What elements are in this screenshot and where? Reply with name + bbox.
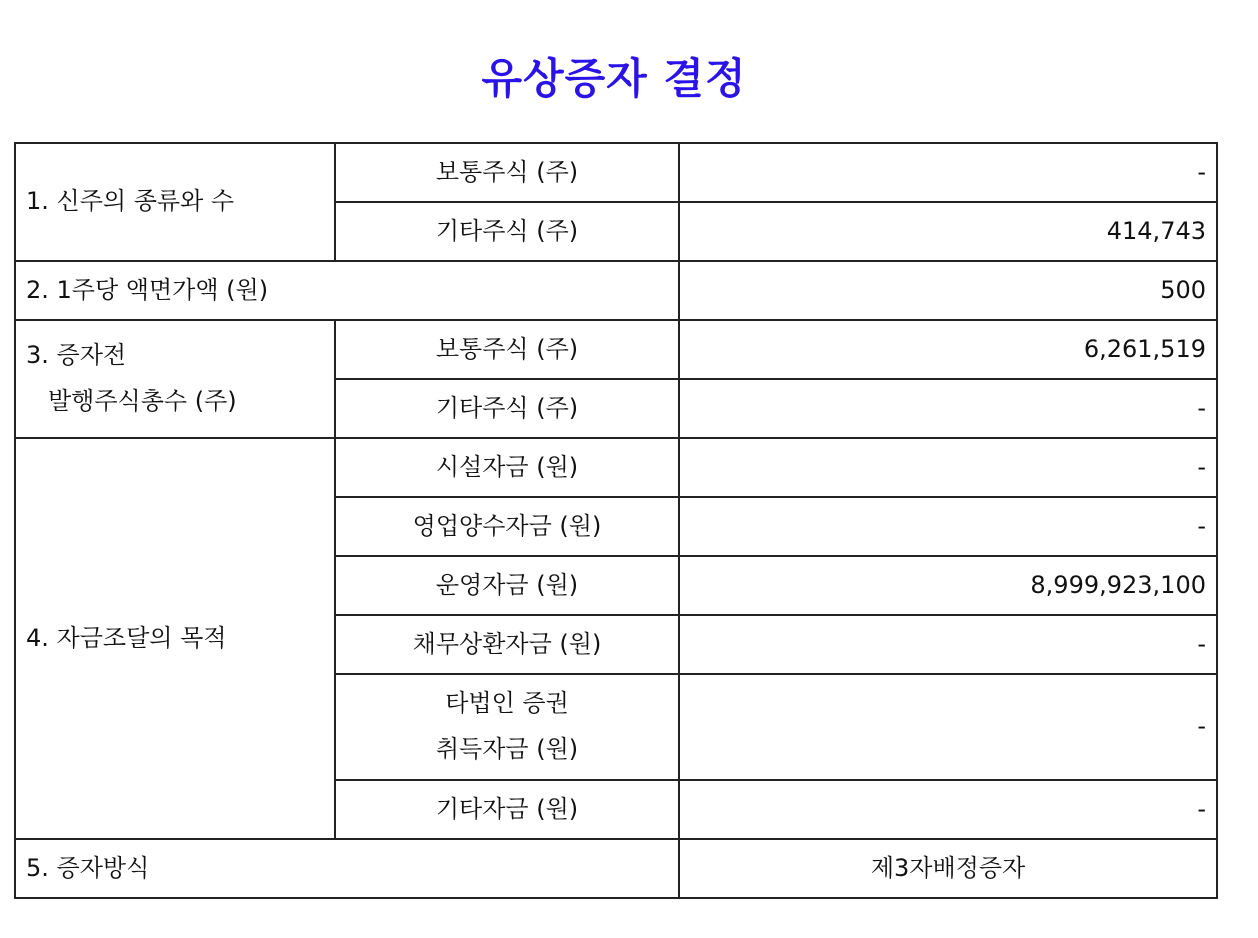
pre-issue-other-value: - bbox=[679, 379, 1217, 438]
securities-fund-label-line2: 취득자금 (원) bbox=[435, 735, 579, 763]
securities-fund-label-line1: 타법인 증권 bbox=[445, 689, 569, 718]
par-value-value: 500 bbox=[679, 261, 1217, 320]
par-value-label: 2. 1주당 액면가액 (원) bbox=[15, 261, 679, 320]
rights-offering-table bbox=[14, 142, 1218, 899]
purpose-label: 4. 자금조달의 목적 bbox=[15, 438, 335, 839]
table-row bbox=[15, 143, 1217, 202]
other-fund-value: - bbox=[679, 780, 1217, 839]
facility-fund-label: 시설자금 (원) bbox=[335, 438, 679, 497]
acquisition-fund-label: 영업양수자금 (원) bbox=[335, 497, 679, 556]
other-fund-label: 기타자금 (원) bbox=[335, 780, 679, 839]
page-title: 유상증자 결정 bbox=[481, 54, 747, 104]
debt-repayment-fund-label: 채무상환자금 (원) bbox=[335, 615, 679, 674]
issue-method-label: 5. 증자방식 bbox=[15, 839, 679, 898]
table-row bbox=[15, 438, 1217, 497]
pre-issue-label bbox=[15, 320, 335, 438]
pre-issue-label-line1: 3. 증자전 bbox=[26, 341, 127, 370]
facility-fund-value: - bbox=[679, 438, 1217, 497]
securities-fund-value: - bbox=[679, 674, 1217, 780]
securities-fund-label bbox=[335, 674, 679, 780]
pre-issue-other-label: 기타주식 (주) bbox=[335, 379, 679, 438]
new-shares-other-label: 기타주식 (주) bbox=[335, 202, 679, 261]
issue-method-value: 제3자배정증자 bbox=[679, 839, 1217, 898]
debt-repayment-fund-value: - bbox=[679, 615, 1217, 674]
table-row bbox=[15, 261, 1217, 320]
pre-issue-common-label: 보통주식 (주) bbox=[335, 320, 679, 379]
table-row bbox=[15, 320, 1217, 379]
pre-issue-label-line2: 발행주식총수 (주) bbox=[48, 387, 237, 415]
acquisition-fund-value: - bbox=[679, 497, 1217, 556]
table-row bbox=[15, 839, 1217, 898]
new-shares-other-value: 414,743 bbox=[679, 202, 1217, 261]
operating-fund-value: 8,999,923,100 bbox=[679, 556, 1217, 615]
new-shares-common-label: 보통주식 (주) bbox=[335, 143, 679, 202]
new-shares-common-value: - bbox=[679, 143, 1217, 202]
pre-issue-common-value: 6,261,519 bbox=[679, 320, 1217, 379]
new-shares-label: 1. 신주의 종류와 수 bbox=[15, 143, 335, 261]
operating-fund-label: 운영자금 (원) bbox=[335, 556, 679, 615]
